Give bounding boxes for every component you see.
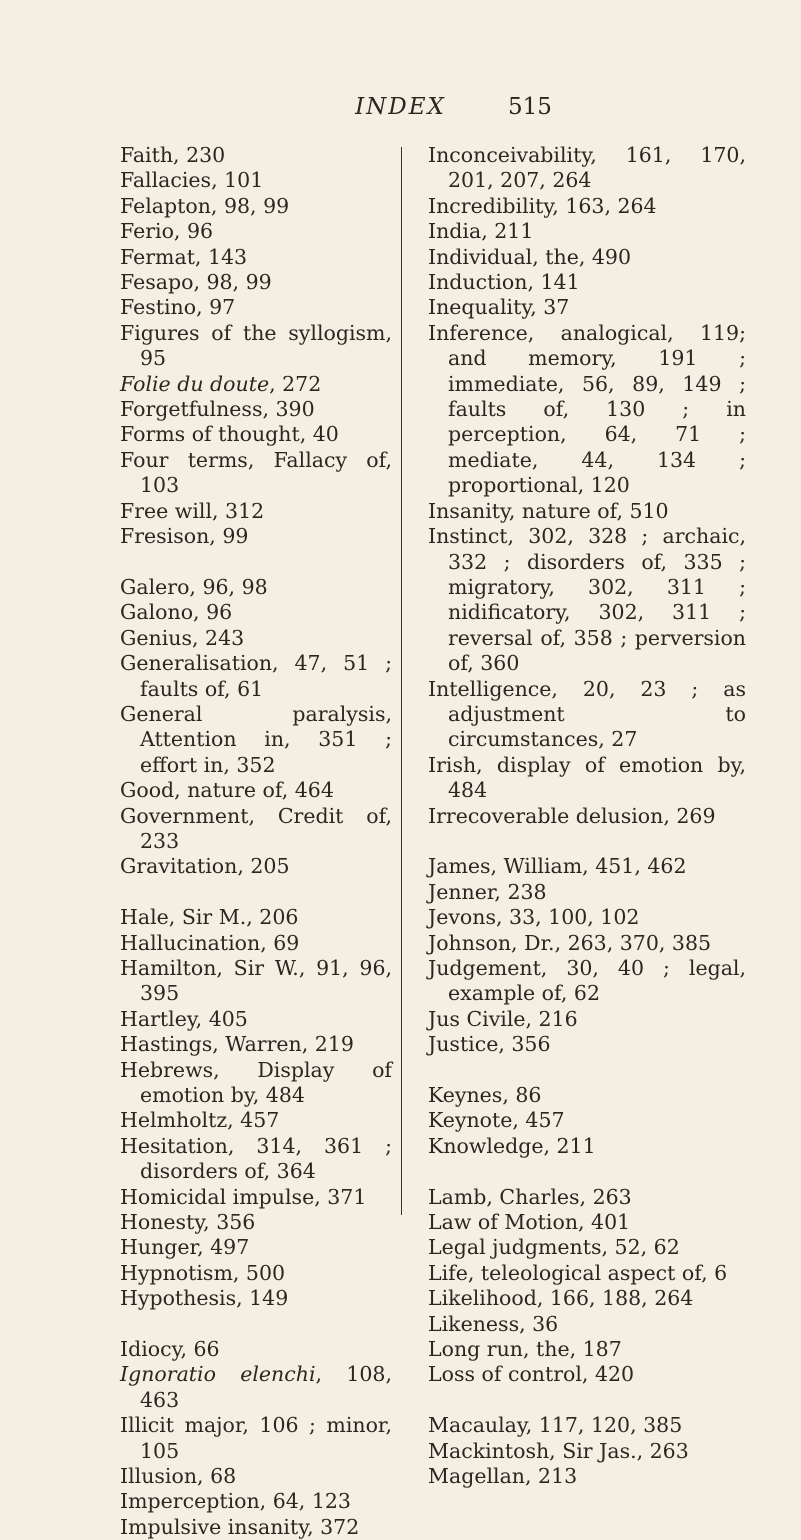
- index-column-left: [120, 143, 392, 1540]
- index-entry: Impulsive insanity, 372: [120, 1514, 360, 1539]
- column-divider: [401, 147, 402, 1215]
- index-entry: Honesty, 356: [120, 1210, 256, 1235]
- index-entry: Imperception, 64, 123: [120, 1489, 351, 1514]
- index-entry: Fermat, 143: [120, 244, 248, 269]
- index-entry: Keynes, 86: [428, 1083, 542, 1107]
- index-entry: Intelligence, 20, 23 ; as adjustment to circumstances, 27: [428, 676, 746, 752]
- section-gap: [120, 1312, 392, 1337]
- section-gap: [428, 1388, 746, 1413]
- index-entry: Figures of the syllogism, 95: [120, 320, 392, 371]
- index-entry: Gravitation, 205: [120, 854, 290, 879]
- index-entry: Inference, analogical, 119; and memory, 191 ; immediate, 56, 89, 149 ; faults of, 130 ; in perception, 64, 71 ; mediate, 44, 134 ; proportional, 120: [428, 320, 746, 498]
- index-entry: Free will, 312: [120, 498, 265, 523]
- index-entry: General paralysis, Attention in, 351 ; effort in, 352: [120, 701, 392, 777]
- index-entry: Four terms, Fallacy of, 103: [120, 447, 392, 498]
- index-entry: Hamilton, Sir W., 91, 96, 395: [120, 955, 392, 1006]
- index-entry: Irish, display of emotion by, 484: [428, 752, 746, 803]
- index-entry: Fallacies, 101: [120, 168, 264, 193]
- index-entry: Inequality, 37: [428, 295, 570, 320]
- index-entry: Hypnotism, 500: [120, 1260, 286, 1285]
- index-entry: Inconceivability, 161, 170, 201, 207, 264: [428, 143, 746, 193]
- index-entry: Jevons, 33, 100, 102: [428, 905, 640, 930]
- index-entry: Hallucination, 69: [120, 930, 300, 955]
- index-entry: Forms of thought, 40: [120, 422, 339, 447]
- index-entry: Hunger, 497: [120, 1235, 250, 1260]
- index-entry: Galero, 96, 98: [120, 574, 268, 599]
- index-entry: Loss of control, 420: [428, 1362, 635, 1387]
- index-entry: Likelihood, 166, 188, 264: [428, 1286, 694, 1311]
- index-column-right: [428, 143, 746, 1489]
- index-entry: Instinct, 302, 328 ; archaic, 332 ; disorders of, 335 ; migratory, 302, 311 ; nidificatory, 302, 311 ; reversal of, 358 ; perversion of, 360: [428, 524, 746, 676]
- page-number: 515: [508, 94, 552, 120]
- index-entry: Hesitation, 314, 361 ; disorders of, 364: [120, 1133, 392, 1184]
- index-entry: Life, teleological aspect of, 6: [428, 1260, 728, 1285]
- index-entry: Lamb, Charles, 263: [428, 1184, 632, 1209]
- index-entry: Genius, 243: [120, 625, 245, 650]
- index-entry: India, 211: [428, 219, 534, 244]
- index-entry: Johnson, Dr., 263, 370, 385: [428, 930, 712, 955]
- index-entry: Jus Civile, 216: [428, 1006, 578, 1031]
- index-entry: Fesapo, 98, 99: [120, 270, 272, 295]
- index-entry: Faith, 230: [120, 143, 226, 167]
- index-entry: Illusion, 68: [120, 1464, 237, 1489]
- index-entry: Forgetfulness, 390: [120, 397, 315, 422]
- section-gap: [428, 1159, 746, 1184]
- index-entry: Hastings, Warren, 219: [120, 1032, 354, 1057]
- index-entry: Fresison, 99: [120, 524, 249, 549]
- index-entry: Ignoratio elenchi, 108, 463: [120, 1362, 392, 1412]
- section-gap: [428, 829, 746, 854]
- index-entry: Induction, 141: [428, 270, 580, 295]
- index-entry: Insanity, nature of, 510: [428, 498, 669, 523]
- running-header-title: INDEX: [355, 94, 446, 120]
- index-entry: Hartley, 405: [120, 1006, 248, 1031]
- index-entry: Idiocy, 66: [120, 1337, 220, 1362]
- index-entry: Hypothesis, 149: [120, 1286, 289, 1311]
- index-entry: Helmholtz, 457: [120, 1108, 280, 1133]
- index-entry: Festino, 97: [120, 295, 236, 320]
- section-gap: [120, 880, 392, 905]
- index-entry: Keynote, 457: [428, 1108, 565, 1133]
- index-entry: Knowledge, 211: [428, 1133, 596, 1158]
- index-entry: Irrecoverable delusion, 269: [428, 803, 716, 828]
- index-entry: Individual, the, 490: [428, 244, 631, 269]
- index-entry: Government, Credit of, 233: [120, 803, 392, 853]
- index-entry: Law of Motion, 401: [428, 1210, 631, 1235]
- index-entry: Felapton, 98, 99: [120, 193, 290, 218]
- index-entry: Judgement, 30, 40 ; legal, example of, 62: [428, 955, 746, 1006]
- index-entry: Justice, 356: [428, 1032, 551, 1057]
- index-entry: Incredibility, 163, 264: [428, 193, 657, 218]
- index-entry: Ferio, 96: [120, 219, 214, 244]
- index-entry: Magellan, 213: [428, 1464, 578, 1489]
- index-entry: Hebrews, Display of emotion by, 484: [120, 1057, 392, 1107]
- section-gap: [120, 550, 392, 575]
- index-entry: Homicidal impulse, 371: [120, 1184, 367, 1209]
- index-entry: Long run, the, 187: [428, 1337, 622, 1362]
- index-entry: Macaulay, 117, 120, 385: [428, 1413, 683, 1438]
- index-entry: Galono, 96: [120, 600, 233, 625]
- index-entry: Folie du doute, 272: [120, 371, 322, 396]
- index-entry: Legal judgments, 52, 62: [428, 1235, 680, 1260]
- index-entry: Illicit major, 106 ; minor, 105: [120, 1413, 392, 1463]
- index-entry: Mackintosh, Sir Jas., 263: [428, 1438, 689, 1463]
- index-entry: James, William, 451, 462: [428, 854, 687, 879]
- index-entry: Likeness, 36: [428, 1311, 559, 1336]
- index-entry: Hale, Sir M., 206: [120, 905, 299, 930]
- index-entry: Generalisation, 47, 51 ; faults of, 61: [120, 651, 392, 701]
- section-gap: [428, 1058, 746, 1083]
- index-entry: Jenner, 238: [428, 879, 547, 904]
- index-entry: Good, nature of, 464: [120, 778, 334, 803]
